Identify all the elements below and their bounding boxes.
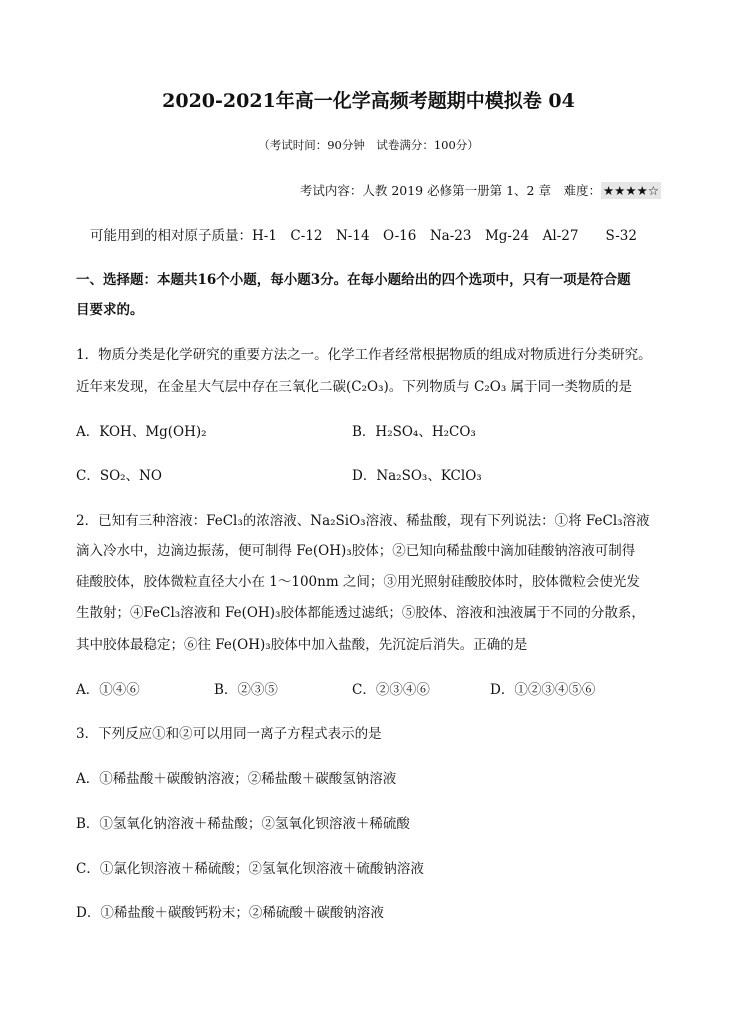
- exam-subtitle: （考试时间：90分钟 试卷满分：100分）: [258, 138, 479, 152]
- q3-option-a: A．①稀盐酸＋碳酸钠溶液；②稀盐酸＋碳酸氢钠溶液: [76, 771, 397, 787]
- q1-option-d: D．Na₂SO₃、KClO₃: [352, 468, 482, 484]
- exam-title: 2020-2021年高一化学高频考题期中模拟卷 04: [162, 90, 575, 112]
- section1-line1: 一、选择题：本题共16个小题，每小题3分。在每小题给出的四个选项中，只有一项是符合题: [76, 272, 631, 288]
- q1-option-b: B．H₂SO₄、H₂CO₃: [352, 424, 476, 440]
- section1-line2: 目要求的。: [76, 302, 144, 318]
- q2-line5: 其中胶体最稳定；⑥往 Fe(OH)₃胶体中加入盐酸，先沉淀后消失。正确的是: [76, 637, 528, 653]
- q2-line3: 硅酸胶体，胶体微粒直径大小在 1～100nm 之间；③用光照射硅酸胶体时，胶体微粒会使光发: [76, 574, 640, 590]
- q1-option-a: A．KOH、Mg(OH)₂: [76, 424, 207, 440]
- q3-option-d: D．①稀盐酸＋碳酸钙粉末；②稀硫酸＋碳酸钠溶液: [76, 905, 384, 921]
- q1-option-c: C．SO₂、NO: [76, 468, 162, 484]
- q1-line1: 1．物质分类是化学研究的重要方法之一。化学工作者经常根据物质的组成对物质进行分类研究。: [76, 347, 652, 363]
- difficulty-stars: ★★★★☆: [602, 183, 659, 198]
- q3-option-b: B．①氢氧化钠溶液＋稀盐酸；②氢氧化钡溶液＋稀硫酸: [76, 816, 410, 832]
- q3-option-c: C．①氯化钡溶液＋稀硫酸；②氢氧化钡溶液＋硫酸钠溶液: [76, 861, 424, 877]
- exam-content: 考试内容：人教 2019 必修第一册第 1、2 章 难度：: [299, 183, 601, 198]
- q2-line4: 生散射；④FeCl₃溶液和 Fe(OH)₃胶体都能透过滤纸；⑤胶体、溶液和浊液属于不同的分散系，: [76, 605, 645, 621]
- q2-option-d: D．①②③④⑤⑥: [490, 682, 596, 698]
- q2-line1: 2．已知有三种溶液：FeCl₃的浓溶液、Na₂SiO₃溶液、稀盐酸，现有下列说法：①将 FeCl₃溶液: [76, 513, 650, 529]
- q2-option-a: A．①④⑥: [76, 682, 140, 698]
- q1-line2: 近年来发现，在金星大气层中存在三氧化二碳(C₂O₃)。下列物质与 C₂O₃ 属于同一类物质的是: [76, 379, 633, 395]
- q2-line2: 滴入冷水中，边滴边振荡，便可制得 Fe(OH)₃胶体；②已知向稀盐酸中滴加硅酸钠溶液可制得: [76, 543, 636, 559]
- atomic-masses: 可能用到的相对原子质量：H-1 C-12 N-14 O-16 Na-23 Mg-24 Al-27 S-32: [90, 228, 637, 244]
- q2-option-b: B．②③⑤: [214, 682, 278, 698]
- exam-info: [300, 181, 661, 199]
- q3-stem: 3．下列反应①和②可以用同一离子方程式表示的是: [76, 726, 382, 742]
- q2-option-c: C．②③④⑥: [352, 682, 430, 698]
